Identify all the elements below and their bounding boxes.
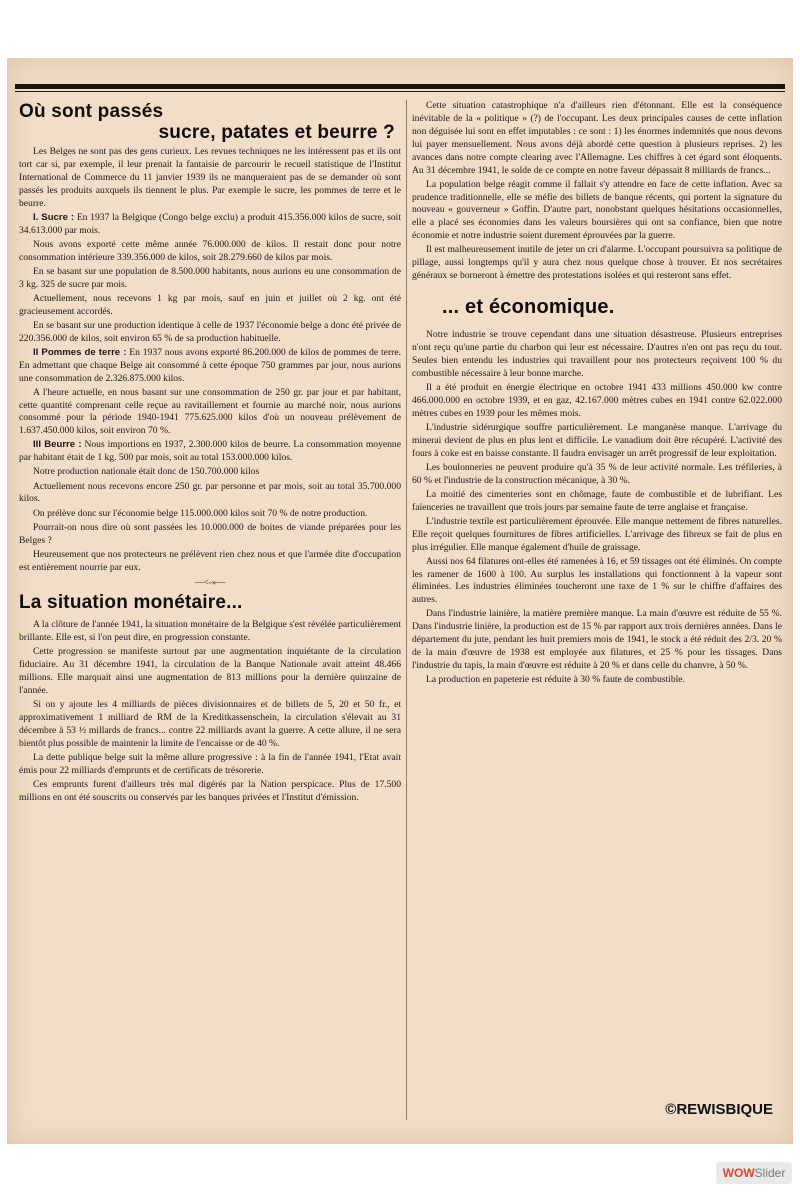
- section-title-monetaire: La situation monétaire...: [19, 592, 243, 614]
- badge-part-2: Slider: [754, 1166, 786, 1180]
- section-title-economique: ... et économique.: [442, 296, 615, 319]
- article-title-line2: sucre, patates et beurre ?: [158, 122, 395, 143]
- right-paragraph: Cette situation catastrophique n'a d'ailleurs rien d'étonnant. Elle est la conséquence inévitable de la « politique » (?) de l'occupant. Les deux principales causes de cette inflation non déguisée lui sont en effet imputables : ce sont : 1) les énormes indemnités que nous devons lui payer mensuellement. Nous avons déjà abordé cette question à plusieurs reprises. 2) les avances dans notre compte clearing avec l'Allemagne. Les chiffres à cet égard sont éloquents. Au 31 décembre 1941, le solde de ce compte en notre faveur dépassait 8 milliards de francs...: [412, 100, 782, 176]
- sucre-paragraph: En se basant sur une population de 8.500.000 habitants, nous aurions eu une consommation de 3 kg. 325 de sucre par mois.: [19, 265, 401, 290]
- economique-paragraph: La moitié des cimenteries sont en chômage, faute de combustible et de lubrifiant. Les faïenceries ne travaillent que trois jours par semaine faute de terre anglaise et française.: [412, 488, 782, 513]
- beurre-paragraph: Notre production nationale était donc de 150.700.000 kilos: [33, 466, 260, 478]
- slider-badge[interactable]: [716, 1162, 792, 1184]
- economique-paragraph: L'industrie sidérurgique souffre particulièrement. Le manganèse manque. L'arrivage du minerai devient de plus en plus lent et difficile. Le vanadium doit être récupéré. L'activité des fours à coke est en baisse constante. Il faudra envisager un arrêt progressif de leur exploitation.: [412, 421, 782, 459]
- beurre-paragraph: Actuellement nous recevons encore 250 gr. par personne et par mois, soit au total 35.700.000 kilos.: [19, 480, 401, 505]
- right-paragraph: La population belge réagit comme il fallait s'y attendre en face de cette inflation. Avec sa prudence traditionnelle, elle se méfie des billets de banque récents, qui portent la signature du nouveau « gouverneur » Goffin. D'autre part, nonobstant quelques hésitations occasionnelles, elle a placé ses économies dans les valeurs boursières qui ont sa confiance, bien que notre économie et notre industrie soient durement éprouvées par la guerre.: [412, 178, 782, 242]
- economique-paragraph: Les boulonneries ne peuvent produire qu'à 35 % de leur activité normale. Les tréfileries, à 60 % et l'industrie de la construction mécanique, à 30 %.: [412, 461, 782, 486]
- pommes-paragraph: A l'heure actuelle, en nous basant sur une consommation de 250 gr. par jour et par habitant, cette quantité comprenant celle reçue au ravitaillement et fournie au marché noir, nous aurions consommé pour la période 1940-1941 775.625.000 kilos d'où un nouveau prélèvement de 1.637.450.000 kilos, soit environ 70 %.: [19, 386, 401, 437]
- sucre-paragraph: [19, 212, 401, 238]
- monetaire-paragraph: Ces emprunts furent d'ailleurs très mal digérés par la Nation perspicace. Plus de 17.500 millions en ont été souscrits ou conservés par les banques privées et l'Institut d'émission.: [19, 779, 401, 803]
- sucre-paragraph: Nous avons exporté cette même année 76.000.000 de kilos. Il restait donc pour notre consommation intérieure 339.356.000 de kilos, soit 28.279.660 de kilos par mois.: [19, 238, 401, 263]
- economique-paragraph: Il a été produit en énergie électrique en octobre 1941 433 millions 450.000 kw contre 466.000.000 en octobre 1939, et en gaz, 42.167.000 mètres cubes en 1941 contre 62.022.000 mètres cubes en 1939 pour les mêmes mois.: [412, 381, 782, 419]
- pommes-text: En 1937 nous avons exporté 86.200.000 de kilos de pommes de terre. En admettant que chaque Belge ait consommé à cette époque 750 grammes par jour, nous aurions une consommation de 2.326.875.000 kilos.: [19, 346, 401, 384]
- top-rule-thin: [15, 91, 785, 92]
- economique-paragraph: Notre industrie se trouve cependant dans une situation désastreuse. Plusieurs entreprises n'ont reçu qu'une partie du charbon qui leur est nécessaire. D'autres n'en ont pas reçu du tout. Seules bien entendu les industries qui travaillent pour nos protecteurs reçoivent 100 % du combustible nécessaire à leur bonne marche.: [412, 329, 782, 379]
- column-divider: [406, 100, 407, 1120]
- beurre-paragraph: [19, 439, 401, 465]
- beurre-paragraph: Pourrait-on nous dire où sont passées les 10.000.000 de boites de viande préparées pour les Belges ?: [19, 521, 401, 546]
- sucre-paragraph: En se basant sur une production identique à celle de 1937 l'économie belge a donc été privée de 220.356.000 de kilos, soit environ 65 % de sa production habituelle.: [19, 319, 401, 344]
- monetaire-paragraph: A la clôture de l'année 1941, la situation monétaire de la Belgique s'est révélée particulièrement brillante. Elle est, si l'on peut dire, en progression constante.: [19, 619, 401, 644]
- article-title-line1: Où sont passés: [19, 101, 164, 122]
- left-column: [19, 100, 401, 806]
- beurre-label: III Beurre :: [33, 439, 82, 451]
- monetaire-paragraph: Cette progression se manifeste surtout par une augmentation inquiétante de la circulation fiduciaire. Au 31 décembre 1941, la circulation de la Banque Nationale avait atteint 48.466 millions. Elle marquait ainsi une augmentation de 813 millions pour la dernière quinzaine de l'année.: [19, 646, 401, 697]
- section-ornament: —<-»—: [194, 577, 226, 588]
- pommes-label: II Pommes de terre :: [33, 346, 127, 358]
- monetaire-paragraph: Si on y ajoute les 4 milliards de pièces divisionnaires et de billets de 5, 20 et 50 fr., et approximativement 1 milliard de RM de la Kreditkassenschein, la circulation s'élevait au 31 décembre à 53 ½ millards de francs... contre 22 milliards avant la guerre. A cette allure, il ne sera bientôt plus possible de maintenir la limite de l'encaisse or de 40 %.: [19, 699, 401, 749]
- sucre-paragraph: Actuellement, nous recevons 1 kg par mois, sauf en juin et juillet où 2 kg. ont été gracieusement accordés.: [19, 292, 401, 317]
- pommes-paragraph: [19, 347, 401, 386]
- beurre-paragraph: On prélève donc sur l'économie belge 115.000.000 kilos soit 70 % de notre production.: [33, 507, 368, 519]
- badge-part-1: WOW: [722, 1166, 755, 1180]
- beurre-text: Nous importions en 1937, 2.300.000 kilos de beurre. La consommation moyenne par habitant était de 1 kg. 500 par mois, soit au total 153.000.000 kilos.: [19, 439, 401, 464]
- sucre-text: En 1937 la Belgique (Congo belge exclu) a produit 415.356.000 kilos de sucre, soit 34.613.000 par mois.: [19, 211, 401, 236]
- beurre-paragraph: Heureusement que nos protecteurs ne prélèvent rien chez nous et que l'armée dite d'occupation est entièrement nourrie par eux.: [19, 548, 401, 573]
- copyright-mark: ©REWISBIQUE: [665, 1101, 773, 1118]
- top-rule: [15, 84, 785, 89]
- economique-paragraph: Dans l'industrie lainière, la matière première manque. La main d'œuvre est réduite de 55 %. Dans l'industrie linière, la production est de 15 % par rapport aux trois dernières années. Dans le département du jute, pendant les huit premiers mois de 1941, le stock a été réduit des 2/3. 20 % de la main d'œuvre de 1938 est employée aux filatures, et 25 % pour les tissages. Dans l'industrie du tapis, la main d'œuvre est réduite à 20 % et dans celle du chanvre, à 50 %.: [412, 608, 782, 672]
- intro-paragraph: Les Belges ne sont pas des gens curieux. Les revues techniques ne les intéressent pas et ils ont tort car si, par exemple, il leur prenait la fantaisie de parcourir le recueil statistique de l'Institut International de Commerce du 11 janvier 1939 ils ne manqueraient pas de se demander où sont passés les produits auxquels ils tiennent le plus. Par exemple le sucre, les pommes de terre et le beurre.: [19, 146, 401, 209]
- economique-paragraph: L'industrie textile est particulièrement éprouvée. Elle manque nettement de fibres naturelles. Elle reçoit quelques fournitures de fibres artificielles. L'arrivage des fibreux se fait de plus en plus irrégulier. Elle manque également d'huile de graissage.: [412, 515, 782, 553]
- economique-paragraph: Aussi nos 64 filatures ont-elles été ramenées à 16, et 59 tissages ont été éliminés. On compte les ramener de 1600 à 100. Au surplus les installations qui fonctionnent à la vapeur sont éliminées. Les industries éliminées toucheront une taxe de 1 % sur le chiffre d'affaires des autres.: [412, 555, 782, 606]
- right-column: [412, 100, 782, 688]
- sucre-label: I. Sucre :: [33, 211, 75, 223]
- newspaper-page: [7, 58, 793, 1144]
- monetaire-paragraph: La dette publique belge suit la même allure progressive : à la fin de l'année 1941, l'Etat avait émis pour 22 milliards d'emprunts et de certificats de trésorerie.: [19, 752, 401, 776]
- right-paragraph: Il est malheureusement inutile de jeter un cri d'alarme. L'occupant poursuivra sa politique de pillage, aussi longtemps qu'il y aura chez nous quelque chose à trouver. Et nos secrétaires généraux se borneront à émettre des protestations isolées et qui resteront sans effet.: [412, 244, 782, 282]
- economique-paragraph: La production en papeterie est réduite à 30 % faute de combustible.: [426, 674, 685, 686]
